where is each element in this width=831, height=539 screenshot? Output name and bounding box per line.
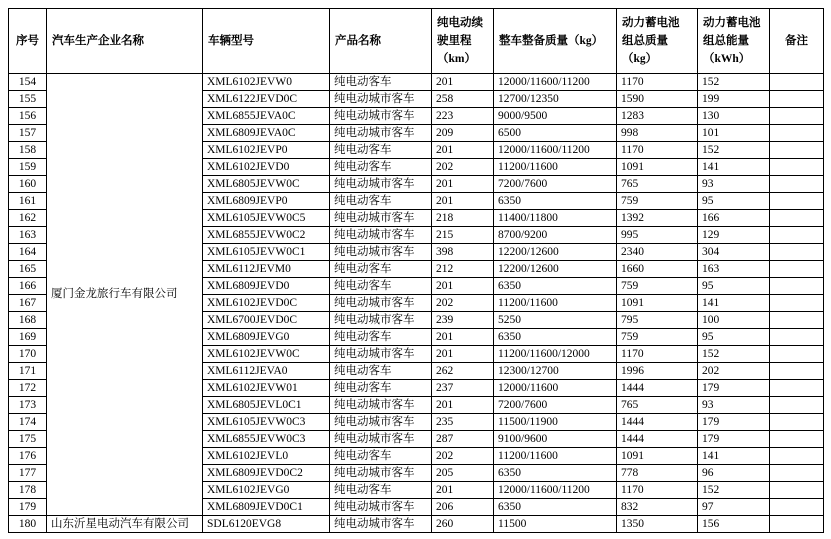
header-battery-energy [698, 9, 770, 74]
product-name-cell: 纯电动客车 [330, 142, 432, 159]
battery-energy-cell: 179 [698, 431, 770, 448]
product-name-cell: 纯电动城市客车 [330, 125, 432, 142]
product-name-cell: 纯电动客车 [330, 278, 432, 295]
seq-cell: 168 [9, 312, 47, 329]
product-name-cell: 纯电动城市客车 [330, 346, 432, 363]
battery-energy-cell: 100 [698, 312, 770, 329]
model-cell: XML6809JEVD0 [203, 278, 330, 295]
model-cell: XML6102JEVW01 [203, 380, 330, 397]
table-body [9, 74, 824, 533]
battery-energy-cell: 152 [698, 74, 770, 91]
model-cell: XML6105JEVW0C3 [203, 414, 330, 431]
product-name-cell: 纯电动城市客车 [330, 414, 432, 431]
battery-energy-cell: 202 [698, 363, 770, 380]
model-cell: XML6809JEVA0C [203, 125, 330, 142]
battery-mass-cell: 1392 [617, 210, 698, 227]
seq-cell: 160 [9, 176, 47, 193]
remarks-cell [770, 142, 824, 159]
range-cell: 201 [432, 329, 494, 346]
battery-energy-cell: 95 [698, 329, 770, 346]
curb-mass-cell: 12000/11600 [494, 380, 617, 397]
range-cell: 201 [432, 346, 494, 363]
range-cell: 206 [432, 499, 494, 516]
battery-mass-cell: 1170 [617, 482, 698, 499]
product-name-cell: 纯电动城市客车 [330, 516, 432, 533]
range-cell: 201 [432, 176, 494, 193]
header-label-line: 组总质量 [622, 35, 668, 47]
model-cell: XML6102JEVD0C [203, 295, 330, 312]
battery-energy-cell: 152 [698, 482, 770, 499]
range-cell: 209 [432, 125, 494, 142]
product-name-cell: 纯电动城市客车 [330, 176, 432, 193]
battery-mass-cell: 1091 [617, 448, 698, 465]
seq-cell: 163 [9, 227, 47, 244]
curb-mass-cell: 7200/7600 [494, 176, 617, 193]
remarks-cell [770, 210, 824, 227]
seq-cell: 178 [9, 482, 47, 499]
product-name-cell: 纯电动城市客车 [330, 210, 432, 227]
battery-mass-cell: 1170 [617, 346, 698, 363]
model-cell: XML6112JEVM0 [203, 261, 330, 278]
battery-energy-cell: 95 [698, 278, 770, 295]
remarks-cell [770, 159, 824, 176]
battery-mass-cell: 1590 [617, 91, 698, 108]
model-cell: XML6809JEVD0C2 [203, 465, 330, 482]
battery-mass-cell: 759 [617, 329, 698, 346]
model-cell: XML6855JEVW0C3 [203, 431, 330, 448]
curb-mass-cell: 12300/12700 [494, 363, 617, 380]
model-cell: XML6809JEVG0 [203, 329, 330, 346]
seq-cell: 161 [9, 193, 47, 210]
seq-cell: 166 [9, 278, 47, 295]
header-model [203, 9, 330, 74]
seq-cell: 154 [9, 74, 47, 91]
header-label-line: 动力蓄电池 [703, 17, 761, 29]
product-name-cell: 纯电动客车 [330, 448, 432, 465]
battery-mass-cell: 778 [617, 465, 698, 482]
range-cell: 287 [432, 431, 494, 448]
range-cell: 201 [432, 482, 494, 499]
model-cell: XML6809JEVP0 [203, 193, 330, 210]
product-name-cell: 纯电动客车 [330, 363, 432, 380]
seq-cell: 180 [9, 516, 47, 533]
seq-cell: 179 [9, 499, 47, 516]
remarks-cell [770, 329, 824, 346]
battery-mass-cell: 2340 [617, 244, 698, 261]
model-cell: XML6102JEVW0 [203, 74, 330, 91]
header-label-line: 动力蓄电池 [622, 17, 680, 29]
seq-cell: 165 [9, 261, 47, 278]
header-seq [9, 9, 47, 74]
model-cell: SDL6120EVG8 [203, 516, 330, 533]
battery-mass-cell: 759 [617, 193, 698, 210]
seq-cell: 171 [9, 363, 47, 380]
header-label: 产品名称 [335, 35, 381, 47]
curb-mass-cell: 12700/12350 [494, 91, 617, 108]
remarks-cell [770, 431, 824, 448]
range-cell: 201 [432, 74, 494, 91]
seq-cell: 177 [9, 465, 47, 482]
battery-energy-cell: 130 [698, 108, 770, 125]
battery-mass-cell: 1091 [617, 295, 698, 312]
range-cell: 202 [432, 159, 494, 176]
model-cell: XML6102JEVW0C [203, 346, 330, 363]
remarks-cell [770, 499, 824, 516]
battery-energy-cell: 101 [698, 125, 770, 142]
range-cell: 201 [432, 278, 494, 295]
product-name-cell: 纯电动城市客车 [330, 295, 432, 312]
remarks-cell [770, 125, 824, 142]
model-cell: XML6105JEVW0C5 [203, 210, 330, 227]
curb-mass-cell: 6350 [494, 465, 617, 482]
remarks-cell [770, 74, 824, 91]
curb-mass-cell: 9100/9600 [494, 431, 617, 448]
remarks-cell [770, 516, 824, 533]
battery-mass-cell: 1170 [617, 142, 698, 159]
header-curb-mass [494, 9, 617, 74]
header-label-line: （kWh） [703, 53, 751, 65]
product-name-cell: 纯电动城市客车 [330, 108, 432, 125]
range-cell: 260 [432, 516, 494, 533]
remarks-cell [770, 482, 824, 499]
battery-mass-cell: 795 [617, 312, 698, 329]
product-name-cell: 纯电动客车 [330, 380, 432, 397]
battery-energy-cell: 304 [698, 244, 770, 261]
curb-mass-cell: 12000/11600/11200 [494, 482, 617, 499]
curb-mass-cell: 11400/11800 [494, 210, 617, 227]
remarks-cell [770, 346, 824, 363]
curb-mass-cell: 6350 [494, 499, 617, 516]
model-cell: XML6102JEVG0 [203, 482, 330, 499]
range-cell: 212 [432, 261, 494, 278]
range-cell: 202 [432, 295, 494, 312]
range-cell: 239 [432, 312, 494, 329]
product-name-cell: 纯电动城市客车 [330, 465, 432, 482]
seq-cell: 156 [9, 108, 47, 125]
seq-cell: 170 [9, 346, 47, 363]
battery-mass-cell: 832 [617, 499, 698, 516]
battery-mass-cell: 1444 [617, 414, 698, 431]
remarks-cell [770, 108, 824, 125]
model-cell: XML6855JEVW0C2 [203, 227, 330, 244]
curb-mass-cell: 11500 [494, 516, 617, 533]
model-cell: XML6105JEVW0C1 [203, 244, 330, 261]
curb-mass-cell: 6500 [494, 125, 617, 142]
seq-cell: 158 [9, 142, 47, 159]
header-company [47, 9, 203, 74]
battery-energy-cell: 141 [698, 295, 770, 312]
remarks-cell [770, 261, 824, 278]
battery-mass-cell: 765 [617, 176, 698, 193]
range-cell: 237 [432, 380, 494, 397]
battery-energy-cell: 152 [698, 142, 770, 159]
header-product-name [330, 9, 432, 74]
seq-cell: 175 [9, 431, 47, 448]
product-name-cell: 纯电动客车 [330, 159, 432, 176]
seq-cell: 169 [9, 329, 47, 346]
battery-energy-cell: 179 [698, 414, 770, 431]
curb-mass-cell: 12200/12600 [494, 244, 617, 261]
remarks-cell [770, 278, 824, 295]
model-cell: XML6805JEVW0C [203, 176, 330, 193]
product-name-cell: 纯电动客车 [330, 329, 432, 346]
battery-mass-cell: 1660 [617, 261, 698, 278]
battery-energy-cell: 199 [698, 91, 770, 108]
model-cell: XML6102JEVP0 [203, 142, 330, 159]
product-name-cell: 纯电动客车 [330, 74, 432, 91]
remarks-cell [770, 397, 824, 414]
curb-mass-cell: 6350 [494, 278, 617, 295]
battery-energy-cell: 166 [698, 210, 770, 227]
battery-energy-cell: 93 [698, 176, 770, 193]
curb-mass-cell: 11200/11600/12000 [494, 346, 617, 363]
battery-mass-cell: 765 [617, 397, 698, 414]
header-remarks [770, 9, 824, 74]
header-label-line: 组总能量 [703, 35, 749, 47]
model-cell: XML6855JEVA0C [203, 108, 330, 125]
seq-cell: 159 [9, 159, 47, 176]
curb-mass-cell: 12000/11600/11200 [494, 74, 617, 91]
battery-mass-cell: 1170 [617, 74, 698, 91]
battery-mass-cell: 1444 [617, 431, 698, 448]
remarks-cell [770, 227, 824, 244]
remarks-cell [770, 244, 824, 261]
header-label: 备注 [785, 35, 808, 47]
curb-mass-cell: 9000/9500 [494, 108, 617, 125]
range-cell: 262 [432, 363, 494, 380]
curb-mass-cell: 12000/11600/11200 [494, 142, 617, 159]
header-label-line: 驶里程 [437, 35, 472, 47]
product-name-cell: 纯电动城市客车 [330, 312, 432, 329]
remarks-cell [770, 380, 824, 397]
battery-energy-cell: 141 [698, 448, 770, 465]
battery-energy-cell: 156 [698, 516, 770, 533]
battery-mass-cell: 998 [617, 125, 698, 142]
range-cell: 223 [432, 108, 494, 125]
range-cell: 398 [432, 244, 494, 261]
remarks-cell [770, 312, 824, 329]
model-cell: XML6112JEVA0 [203, 363, 330, 380]
range-cell: 205 [432, 465, 494, 482]
battery-energy-cell: 152 [698, 346, 770, 363]
product-name-cell: 纯电动城市客车 [330, 397, 432, 414]
remarks-cell [770, 193, 824, 210]
vehicle-catalog-table [8, 8, 824, 533]
range-cell: 218 [432, 210, 494, 227]
battery-energy-cell: 141 [698, 159, 770, 176]
header-label: 车辆型号 [208, 35, 254, 47]
model-cell: XML6809JEVD0C1 [203, 499, 330, 516]
seq-cell: 176 [9, 448, 47, 465]
remarks-cell [770, 448, 824, 465]
seq-cell: 157 [9, 125, 47, 142]
curb-mass-cell: 7200/7600 [494, 397, 617, 414]
header-label: 序号 [16, 35, 39, 47]
seq-cell: 155 [9, 91, 47, 108]
battery-energy-cell: 163 [698, 261, 770, 278]
remarks-cell [770, 363, 824, 380]
remarks-cell [770, 91, 824, 108]
remarks-cell [770, 414, 824, 431]
product-name-cell: 纯电动城市客车 [330, 244, 432, 261]
range-cell: 202 [432, 448, 494, 465]
remarks-cell [770, 176, 824, 193]
model-cell: XML6102JEVL0 [203, 448, 330, 465]
product-name-cell: 纯电动客车 [330, 261, 432, 278]
header-label-line: （kg） [622, 53, 658, 65]
remarks-cell [770, 465, 824, 482]
battery-mass-cell: 1350 [617, 516, 698, 533]
remarks-cell [770, 295, 824, 312]
header-battery-mass [617, 9, 698, 74]
seq-cell: 174 [9, 414, 47, 431]
range-cell: 201 [432, 397, 494, 414]
range-cell: 235 [432, 414, 494, 431]
curb-mass-cell: 11500/11900 [494, 414, 617, 431]
battery-energy-cell: 93 [698, 397, 770, 414]
battery-energy-cell: 129 [698, 227, 770, 244]
seq-cell: 167 [9, 295, 47, 312]
battery-energy-cell: 96 [698, 465, 770, 482]
model-cell: XML6102JEVD0 [203, 159, 330, 176]
header-label: 整车整备质量（kg） [499, 35, 604, 47]
curb-mass-cell: 5250 [494, 312, 617, 329]
company-cell: 厦门金龙旅行车有限公司 [47, 74, 203, 516]
range-cell: 215 [432, 227, 494, 244]
battery-mass-cell: 995 [617, 227, 698, 244]
seq-cell: 172 [9, 380, 47, 397]
product-name-cell: 纯电动城市客车 [330, 431, 432, 448]
product-name-cell: 纯电动客车 [330, 482, 432, 499]
header-label-line: 纯电动续 [437, 17, 483, 29]
company-cell: 山东沂星电动汽车有限公司 [47, 516, 203, 533]
product-name-cell: 纯电动城市客车 [330, 91, 432, 108]
battery-energy-cell: 97 [698, 499, 770, 516]
header-label-line: （km） [437, 53, 476, 65]
model-cell: XML6805JEVL0C1 [203, 397, 330, 414]
curb-mass-cell: 8700/9200 [494, 227, 617, 244]
product-name-cell: 纯电动城市客车 [330, 499, 432, 516]
curb-mass-cell: 11200/11600 [494, 295, 617, 312]
seq-cell: 164 [9, 244, 47, 261]
battery-mass-cell: 1996 [617, 363, 698, 380]
curb-mass-cell: 11200/11600 [494, 448, 617, 465]
curb-mass-cell: 6350 [494, 193, 617, 210]
battery-mass-cell: 1091 [617, 159, 698, 176]
battery-mass-cell: 759 [617, 278, 698, 295]
battery-energy-cell: 95 [698, 193, 770, 210]
header-range [432, 9, 494, 74]
curb-mass-cell: 11200/11600 [494, 159, 617, 176]
seq-cell: 162 [9, 210, 47, 227]
header-label: 汽车生产企业名称 [52, 35, 144, 47]
curb-mass-cell: 12200/12600 [494, 261, 617, 278]
seq-cell: 173 [9, 397, 47, 414]
header-row [9, 9, 824, 74]
curb-mass-cell: 6350 [494, 329, 617, 346]
range-cell: 258 [432, 91, 494, 108]
range-cell: 201 [432, 142, 494, 159]
model-cell: XML6700JEVD0C [203, 312, 330, 329]
product-name-cell: 纯电动城市客车 [330, 227, 432, 244]
range-cell: 201 [432, 193, 494, 210]
table-row [9, 74, 824, 91]
table-row [9, 516, 824, 533]
battery-energy-cell: 179 [698, 380, 770, 397]
battery-mass-cell: 1444 [617, 380, 698, 397]
battery-mass-cell: 1283 [617, 108, 698, 125]
model-cell: XML6122JEVD0C [203, 91, 330, 108]
product-name-cell: 纯电动客车 [330, 193, 432, 210]
